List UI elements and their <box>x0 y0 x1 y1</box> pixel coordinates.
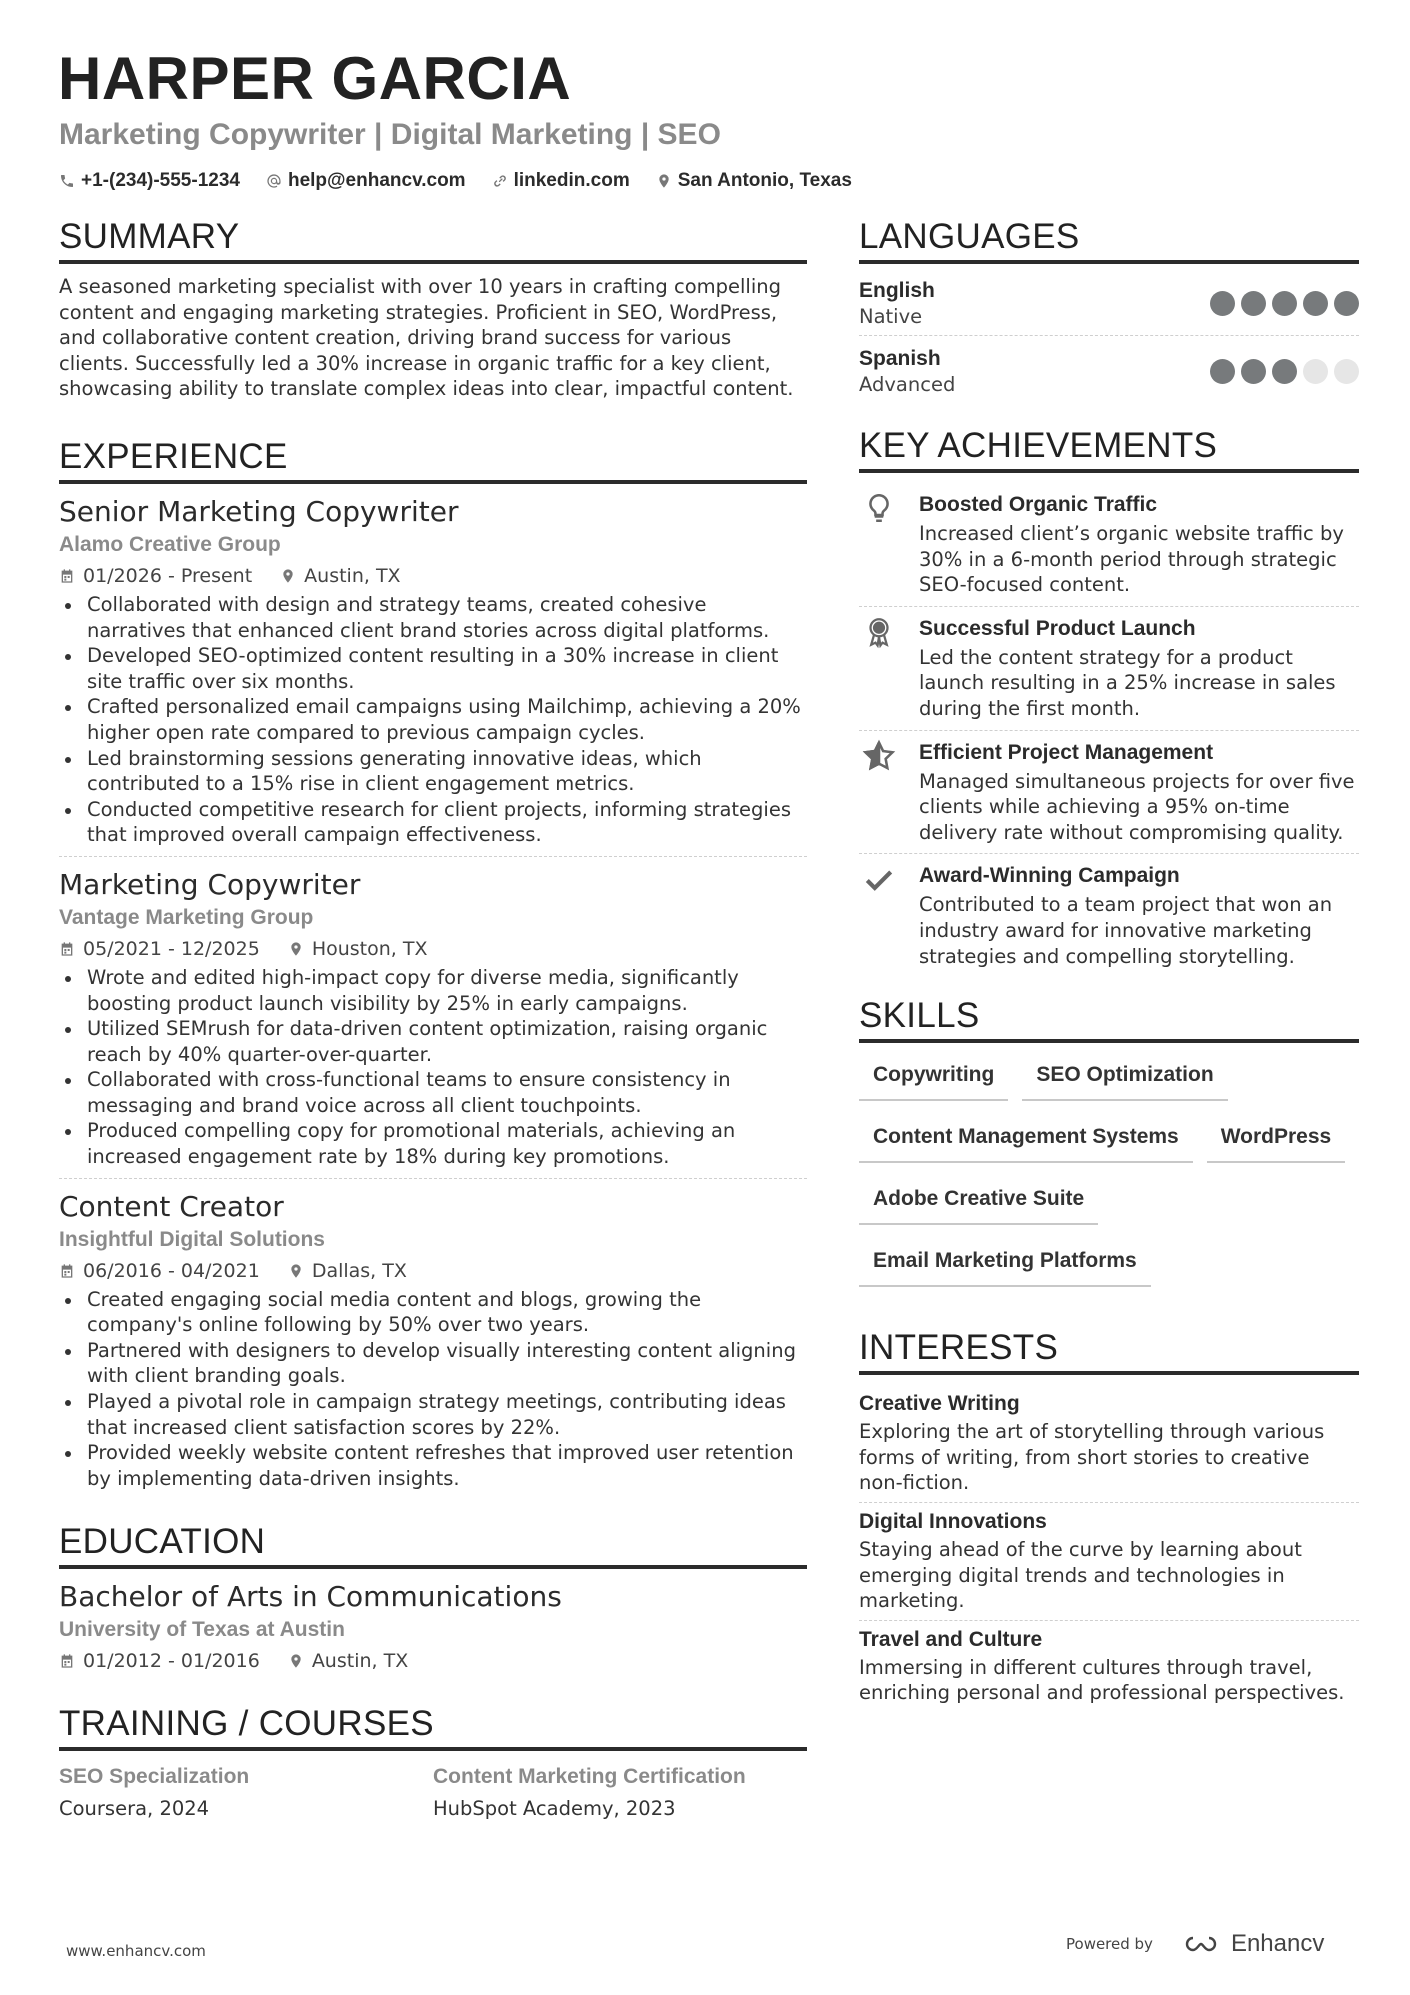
job-company: Vantage Marketing Group <box>59 905 314 929</box>
summary-text: A seasoned marketing specialist with over 10 years in crafting compelling content and engaging marketing strategies. Proficient in SEO, WordPress, and collaborative content creation, driving brand success for various clients. Successfully led a 30% increase in organic traffic for a key client, showcasing ability to translate complex ideas into clear, impactful content. <box>59 275 794 401</box>
brand-name: Enhancv <box>1230 1930 1325 1957</box>
bullet-item: Created engaging social media content and blogs, growing the company's online following by 50% over two years. <box>59 1287 807 1338</box>
interest-item <box>859 1503 1359 1621</box>
achievement-icon-wrap <box>859 613 899 722</box>
rating-dot-filled <box>1334 291 1359 316</box>
rating-dot-filled <box>1210 291 1235 316</box>
contact-location <box>656 170 852 192</box>
skill-tag: WordPress <box>1207 1115 1346 1163</box>
skill-tag: Copywriting <box>859 1053 1008 1101</box>
course-provider: HubSpot Academy, 2023 <box>433 1797 676 1821</box>
course-item <box>59 1761 433 1825</box>
achievement-title: Award-Winning Campaign <box>919 864 1180 888</box>
bullet-item: Developed SEO-optimized content resulting in a 30% increase in client site traffic over six months. <box>59 643 807 694</box>
job-bullets <box>59 592 807 848</box>
job-title: Marketing Copywriter <box>59 867 361 901</box>
job-dates <box>59 564 252 588</box>
interests-heading: INTERESTS <box>859 1327 1359 1375</box>
powered-by-text: Powered by <box>1066 1935 1153 1953</box>
interest-item <box>859 1621 1359 1712</box>
calendar-icon <box>59 1263 75 1279</box>
bullet-item: Crafted personalized email campaigns using Mailchimp, achieving a 20% higher open rate compared to previous campaign cycles. <box>59 694 807 745</box>
candidate-name: HARPER GARCIA <box>58 45 572 112</box>
job-location <box>288 1259 407 1283</box>
contact-email[interactable] <box>266 170 466 192</box>
calendar-icon <box>59 1653 75 1669</box>
link-icon <box>492 173 508 189</box>
degree-title: Bachelor of Arts in Communications <box>59 1580 562 1614</box>
bullet-item: Partnered with designers to develop visually interesting content aligning with client branding goals. <box>59 1338 807 1389</box>
language-name: Spanish <box>859 347 941 370</box>
job-dates-text: 01/2026 - Present <box>83 564 253 587</box>
interest-title: Travel and Culture <box>859 1627 1043 1651</box>
job-entry <box>59 867 807 1179</box>
achievement-title: Successful Product Launch <box>919 616 1196 640</box>
language-name: English <box>859 279 935 302</box>
footer-website[interactable]: www.enhancv.com <box>66 1942 206 1960</box>
skills-section <box>859 995 1359 1301</box>
education-dates-text: 01/2012 - 01/2016 <box>83 1650 260 1673</box>
course-list <box>59 1761 807 1825</box>
job-title: Senior Marketing Copywriter <box>59 494 459 528</box>
education-meta <box>59 1649 807 1673</box>
job-dates-text: 05/2021 - 12/2025 <box>83 937 260 960</box>
candidate-subtitle: Marketing Copywriter | Digital Marketing | SEO <box>59 118 721 151</box>
summary-section <box>59 216 807 402</box>
bullet-item: Collaborated with cross-functional teams to ensure consistency in messaging and brand voice across all client touchpoints. <box>59 1067 807 1118</box>
course-item <box>433 1761 807 1825</box>
achievement-icon-wrap <box>859 489 899 598</box>
rating-dot-empty <box>1334 359 1359 384</box>
experience-section <box>59 436 807 1499</box>
contact-bar <box>59 170 852 192</box>
contact-linkedin[interactable] <box>492 170 630 192</box>
calendar-icon <box>59 941 75 957</box>
interest-desc: Exploring the art of storytelling through various forms of writing, from short stories to creative non-fiction. <box>859 1420 1325 1495</box>
job-entry <box>59 494 807 857</box>
enhancv-logo-icon <box>1179 1932 1223 1956</box>
contact-phone[interactable] <box>59 170 240 192</box>
rating-dot-filled <box>1241 359 1266 384</box>
rating-dot-filled <box>1210 359 1235 384</box>
skill-tag: Content Management Systems <box>859 1115 1193 1163</box>
job-dates-text: 06/2016 - 04/2021 <box>83 1259 260 1282</box>
language-rating <box>1210 291 1359 316</box>
job-location <box>288 937 428 961</box>
star-icon <box>862 739 896 773</box>
achievement-item <box>859 483 1359 607</box>
interests-section <box>859 1327 1359 1712</box>
bullet-item: Utilized SEMrush for data-driven content optimization, raising organic reach by 40% quarter-over-quarter. <box>59 1016 807 1067</box>
achievement-desc: Increased client’s organic website traffic by 30% in a 6-month period through strategic SEO-focused content. <box>919 522 1344 597</box>
job-dates <box>59 937 260 961</box>
interest-desc: Staying ahead of the curve by learning about emerging digital trends and technologies in marketing. <box>859 1537 1302 1613</box>
job-bullets <box>59 965 807 1170</box>
achievements-section <box>859 425 1359 977</box>
education-dates <box>59 1649 260 1673</box>
location-pin-icon <box>656 173 672 189</box>
course-title: SEO Specialization <box>59 1765 250 1789</box>
job-company: Alamo Creative Group <box>59 532 281 556</box>
skill-tag: Adobe Creative Suite <box>859 1177 1098 1225</box>
language-rating <box>1210 359 1359 384</box>
email-text: help@enhancv.com <box>287 170 466 191</box>
interest-item <box>859 1385 1359 1503</box>
linkedin-text: linkedin.com <box>513 170 630 191</box>
location-pin-icon <box>288 1653 304 1669</box>
skill-list <box>859 1053 1359 1301</box>
job-entry <box>59 1189 807 1500</box>
languages-section <box>859 216 1359 403</box>
job-title: Content Creator <box>59 1189 284 1223</box>
achievement-title: Efficient Project Management <box>919 740 1214 764</box>
bullet-item: Provided weekly website content refreshes that improved user retention by implementing data-driven insights. <box>59 1440 807 1491</box>
achievement-icon-wrap <box>859 737 899 846</box>
job-location <box>280 564 400 588</box>
rating-dot-filled <box>1303 291 1328 316</box>
skill-tag: SEO Optimization <box>1022 1053 1227 1101</box>
rating-dot-filled <box>1241 291 1266 316</box>
education-location-text: Austin, TX <box>311 1650 409 1673</box>
lightbulb-icon <box>862 491 896 525</box>
right-column <box>859 216 1359 1712</box>
rating-dot-empty <box>1303 359 1328 384</box>
phone-icon <box>59 173 75 189</box>
interest-title: Creative Writing <box>859 1392 1020 1416</box>
language-item <box>859 342 1359 403</box>
education-heading: EDUCATION <box>59 1521 807 1569</box>
location-text: San Antonio, Texas <box>677 170 852 191</box>
location-pin-icon <box>280 568 296 584</box>
job-dates <box>59 1259 260 1283</box>
course-provider: Coursera, 2024 <box>59 1797 210 1821</box>
achievement-item <box>859 731 1359 855</box>
skills-heading: SKILLS <box>859 995 1359 1043</box>
bullet-item: Played a pivotal role in campaign strategy meetings, contributing ideas that increased client satisfaction scores by 22%. <box>59 1389 807 1440</box>
achievements-heading: KEY ACHIEVEMENTS <box>859 425 1359 473</box>
job-meta <box>59 564 807 588</box>
rating-dot-filled <box>1272 359 1297 384</box>
job-meta <box>59 1259 807 1283</box>
bullet-item: Wrote and edited high-impact copy for diverse media, significantly boosting product launch visibility by 25% in early campaigns. <box>59 965 807 1016</box>
achievement-desc: Contributed to a team project that won an industry award for innovative marketing strategies and compelling storytelling. <box>919 893 1333 968</box>
achievement-icon-wrap <box>859 860 899 969</box>
training-heading: TRAINING / COURSES <box>59 1703 807 1751</box>
language-level: Advanced <box>859 373 956 396</box>
job-location-text: Dallas, TX <box>311 1259 407 1282</box>
bullet-item: Led brainstorming sessions generating innovative ideas, which contributed to a 15% rise in client engagement metrics. <box>59 746 807 797</box>
experience-heading: EXPERIENCE <box>59 436 807 484</box>
course-title: Content Marketing Certification <box>433 1765 746 1789</box>
bullet-item: Collaborated with design and strategy teams, created cohesive narratives that enhanced client brand stories across digital platforms. <box>59 592 807 643</box>
school-name: University of Texas at Austin <box>59 1618 345 1642</box>
at-icon <box>266 173 282 189</box>
education-section <box>59 1521 807 1673</box>
bullet-item: Conducted competitive research for client projects, informing strategies that improved overall campaign effectiveness. <box>59 797 807 848</box>
achievement-item <box>859 607 1359 731</box>
interest-title: Digital Innovations <box>859 1509 1047 1533</box>
training-section <box>59 1703 807 1825</box>
language-item <box>859 274 1359 336</box>
achievement-desc: Managed simultaneous projects for over five clients while achieving a 95% on-time delivery rate without compromising quality. <box>919 769 1355 844</box>
job-bullets <box>59 1287 807 1492</box>
summary-heading: SUMMARY <box>59 216 807 264</box>
job-meta <box>59 937 807 961</box>
rating-dot-filled <box>1272 291 1297 316</box>
location-pin-icon <box>288 1263 304 1279</box>
award-icon <box>862 615 896 649</box>
footer-branding <box>1066 1930 1324 1958</box>
calendar-icon <box>59 568 75 584</box>
language-level: Native <box>859 305 923 328</box>
achievement-item <box>859 854 1359 977</box>
job-company: Insightful Digital Solutions <box>59 1227 325 1251</box>
languages-heading: LANGUAGES <box>859 216 1359 264</box>
brand-logo[interactable] <box>1179 1930 1324 1958</box>
check-icon <box>862 862 896 896</box>
achievement-desc: Led the content strategy for a product launch resulting in a 25% increase in sales during the first month. <box>919 645 1336 720</box>
location-pin-icon <box>288 941 304 957</box>
job-location-text: Houston, TX <box>311 937 428 960</box>
bullet-item: Produced compelling copy for promotional materials, achieving an increased engagement rate by 18% during key promotions. <box>59 1118 807 1169</box>
skill-tag: Email Marketing Platforms <box>859 1239 1151 1287</box>
job-location-text: Austin, TX <box>304 564 401 587</box>
interest-desc: Immersing in different cultures through travel, enriching personal and professional perspectives. <box>859 1655 1345 1705</box>
left-column <box>59 216 807 1825</box>
phone-text: +1-(234)-555-1234 <box>81 170 240 191</box>
achievement-title: Boosted Organic Traffic <box>919 493 1158 516</box>
education-location <box>288 1649 408 1673</box>
